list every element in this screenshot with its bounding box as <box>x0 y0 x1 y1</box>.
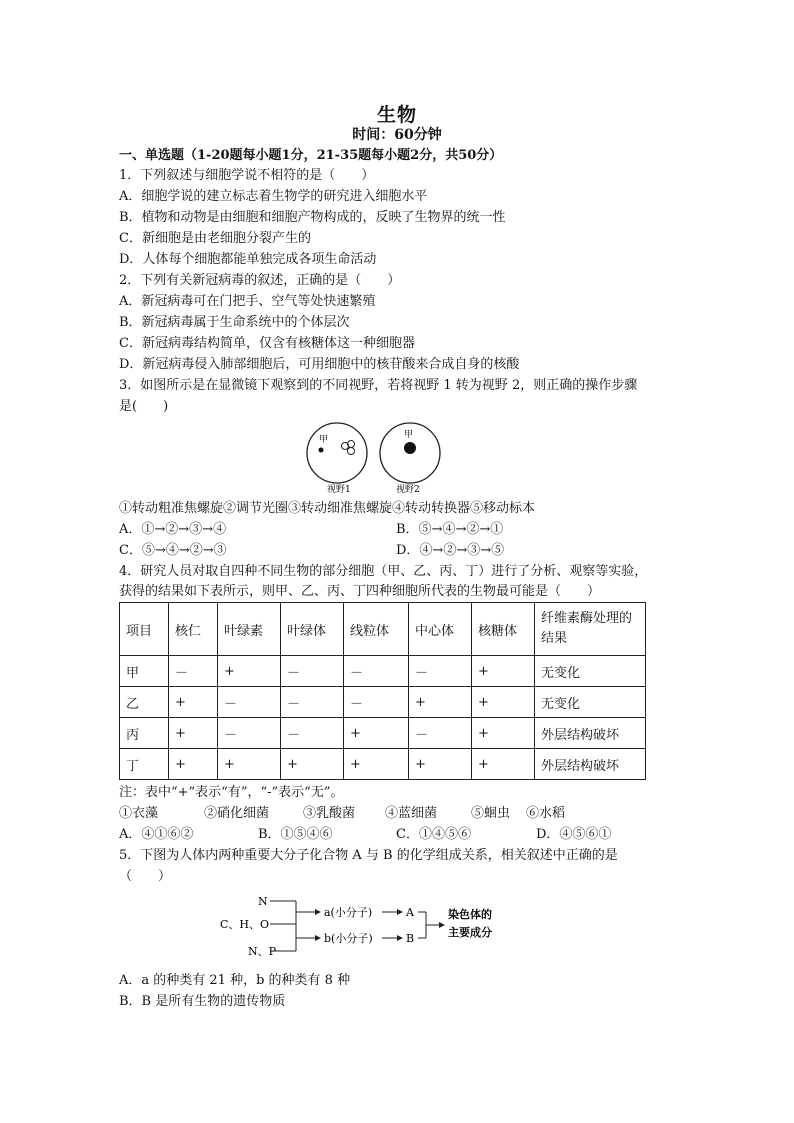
field-2-label: 甲 <box>404 430 414 440</box>
organism-item: ④蓝细菌 <box>385 806 438 821</box>
macromolecule-B: B <box>406 932 415 945</box>
question-4-stem-line2: 获得的结果如下表所示，则甲、乙、丙、丁四种细胞所代表的生物最可能是（ ） <box>119 584 601 599</box>
question-1-option-d: D．人体每个细胞都能单独完成各项生命活动 <box>119 252 377 267</box>
table-cell: － <box>344 656 409 687</box>
field-1-circle <box>307 423 367 483</box>
table-cell: + <box>472 687 535 718</box>
section-heading: 一、单选题（1-20题每小题1分，21-35题每小题2分，共50分） <box>119 148 503 163</box>
organism-item: ②硝化细菌 <box>204 806 270 821</box>
table-cell: + <box>344 718 409 749</box>
page-title: 生物 <box>376 104 417 126</box>
element-n-label: N <box>258 895 268 908</box>
question-1-stem: 1．下列叙述与细胞学说不相符的是（ ） <box>119 168 375 183</box>
small-molecule-b: b(小分子) <box>324 932 373 945</box>
table-header-cell: 项目 <box>120 603 169 656</box>
table-cell: 无变化 <box>535 656 646 687</box>
table-row <box>120 749 646 780</box>
table-cell: + <box>169 687 218 718</box>
question-3-steps: ①转动粗准焦螺旋②调节光圈③转动细准焦螺旋④转动转换器⑤移动标本 <box>119 501 536 516</box>
chromosome-label-line2: 主要成分 <box>448 926 492 939</box>
table-row <box>120 687 646 718</box>
question-1-option-c: C．新细胞是由老细胞分裂产生的 <box>119 231 311 246</box>
table-cell: － <box>281 718 344 749</box>
macromolecule-A: A <box>406 906 414 919</box>
table-cell: － <box>281 656 344 687</box>
field-1-label: 甲 <box>319 435 329 445</box>
field-1-cell-c <box>348 448 355 455</box>
question-3-option-b: B．⑤→④→②→① <box>396 522 504 537</box>
field-2-caption: 视野2 <box>396 485 420 495</box>
table-cell: + <box>472 718 535 749</box>
question-3-option-a: A．①→②→③→④ <box>119 522 227 537</box>
table-cell: － <box>218 718 281 749</box>
table-cell: + <box>409 749 472 780</box>
macromolecule-composition-diagram <box>218 892 518 964</box>
table-cell: + <box>218 656 281 687</box>
table-cell: － <box>409 656 472 687</box>
table-header-cell: 叶绿素 <box>218 603 281 656</box>
table-cell: － <box>344 687 409 718</box>
table-cell: 甲 <box>120 656 169 687</box>
question-3-stem-line1: 3．如图所示是在显微镜下观察到的不同视野，若将视野 1 转为视野 2，则正确的操作步骤 <box>119 378 638 393</box>
table-header-cell: 核糖体 <box>472 603 535 656</box>
table-header-row <box>120 603 646 656</box>
question-2-stem: 2．下列有关新冠病毒的叙述，正确的是（ ） <box>119 273 401 288</box>
table-cell: + <box>409 687 472 718</box>
organism-item: ⑤蛔虫 <box>471 806 511 821</box>
question-5-stem-line1: 5．下图为人体内两种重要大分子化合物 A 与 B 的化学组成关系，相关叙述中正确的是 <box>119 848 618 863</box>
table-cell: － <box>281 687 344 718</box>
table-row <box>120 656 646 687</box>
question-2-option-d: D．新冠病毒侵入肺部细胞后，可用细胞中的核苷酸来合成自身的核酸 <box>119 357 520 372</box>
question-3-stem-line2: 是( ) <box>119 399 169 414</box>
question-2-option-a: A．新冠病毒可在门把手、空气等处快速繁殖 <box>119 294 376 309</box>
field-2-target-dot <box>404 442 416 454</box>
organism-item: ③乳酸菌 <box>303 806 356 821</box>
question-1-option-a: A．细胞学说的建立标志着生物学的研究进入细胞水平 <box>119 189 428 204</box>
table-header-cell: 线粒体 <box>344 603 409 656</box>
table-cell: + <box>472 749 535 780</box>
organism-item: ①衣藻 <box>119 806 159 821</box>
table-header-cell: 中心体 <box>409 603 472 656</box>
question-3-option-d: D．④→②→③→⑤ <box>396 543 505 558</box>
table-cell: － <box>169 656 218 687</box>
table-cell: + <box>281 749 344 780</box>
table-note: 注：表中“+”表示“有”，“-”表示“无”。 <box>119 785 344 800</box>
organism-item: ⑥水稻 <box>526 806 566 821</box>
question-4-option-c: C．①④⑤⑥ <box>396 827 471 842</box>
table-cell: + <box>169 718 218 749</box>
table-cell: 乙 <box>120 687 169 718</box>
question-2-option-c: C．新冠病毒结构简单，仅含有核糖体这一种细胞器 <box>119 336 415 351</box>
table-cell: － <box>218 687 281 718</box>
cell-comparison-table <box>119 602 646 780</box>
question-5-stem-line2: （ ） <box>119 869 172 884</box>
table-cell: + <box>169 749 218 780</box>
question-4-option-b: B．①⑤④⑥ <box>258 827 333 842</box>
field-1-target-dot <box>319 448 324 453</box>
table-cell: + <box>472 656 535 687</box>
chromosome-label-line1: 染色体的 <box>448 908 492 921</box>
page-subtitle: 时间：60分钟 <box>352 127 442 143</box>
question-4-option-d: D．④⑤⑥① <box>536 827 612 842</box>
field-1-cell-b <box>348 441 355 448</box>
question-4-stem-line1: 4．研究人员对取自四种不同生物的部分细胞（甲、乙、丙、丁）进行了分析、观察等实验， <box>119 564 648 579</box>
table-cell: 无变化 <box>535 687 646 718</box>
question-5-option-a: A．a 的种类有 21 种，b 的种类有 8 种 <box>119 973 351 988</box>
table-cell: + <box>344 749 409 780</box>
table-cell: 丙 <box>120 718 169 749</box>
question-1-option-b: B．植物和动物是由细胞和细胞产物构成的，反映了生物界的统一性 <box>119 210 506 225</box>
element-cho-label: C、H、O <box>220 918 270 931</box>
field-1-caption: 视野1 <box>327 485 351 495</box>
table-header-cell: 叶绿体 <box>281 603 344 656</box>
table-cell: 外层结构破坏 <box>535 718 646 749</box>
small-molecule-a: a(小分子) <box>324 906 373 919</box>
table-row <box>120 718 646 749</box>
table-header-cell: 纤维素酶处理的结果 <box>535 603 646 656</box>
table-cell: + <box>218 749 281 780</box>
question-2-option-b: B．新冠病毒属于生命系统中的个体层次 <box>119 315 350 330</box>
table-cell: 丁 <box>120 749 169 780</box>
question-5-option-b: B．B 是所有生物的遗传物质 <box>119 994 286 1009</box>
question-3-option-c: C．⑤→④→②→③ <box>119 543 227 558</box>
table-header-cell: 核仁 <box>169 603 218 656</box>
element-np-label: N、P <box>248 945 277 958</box>
question-4-option-a: A．④①⑥② <box>119 827 194 842</box>
table-cell: － <box>409 718 472 749</box>
table-cell: 外层结构破坏 <box>535 749 646 780</box>
microscope-fields-figure <box>300 420 450 496</box>
